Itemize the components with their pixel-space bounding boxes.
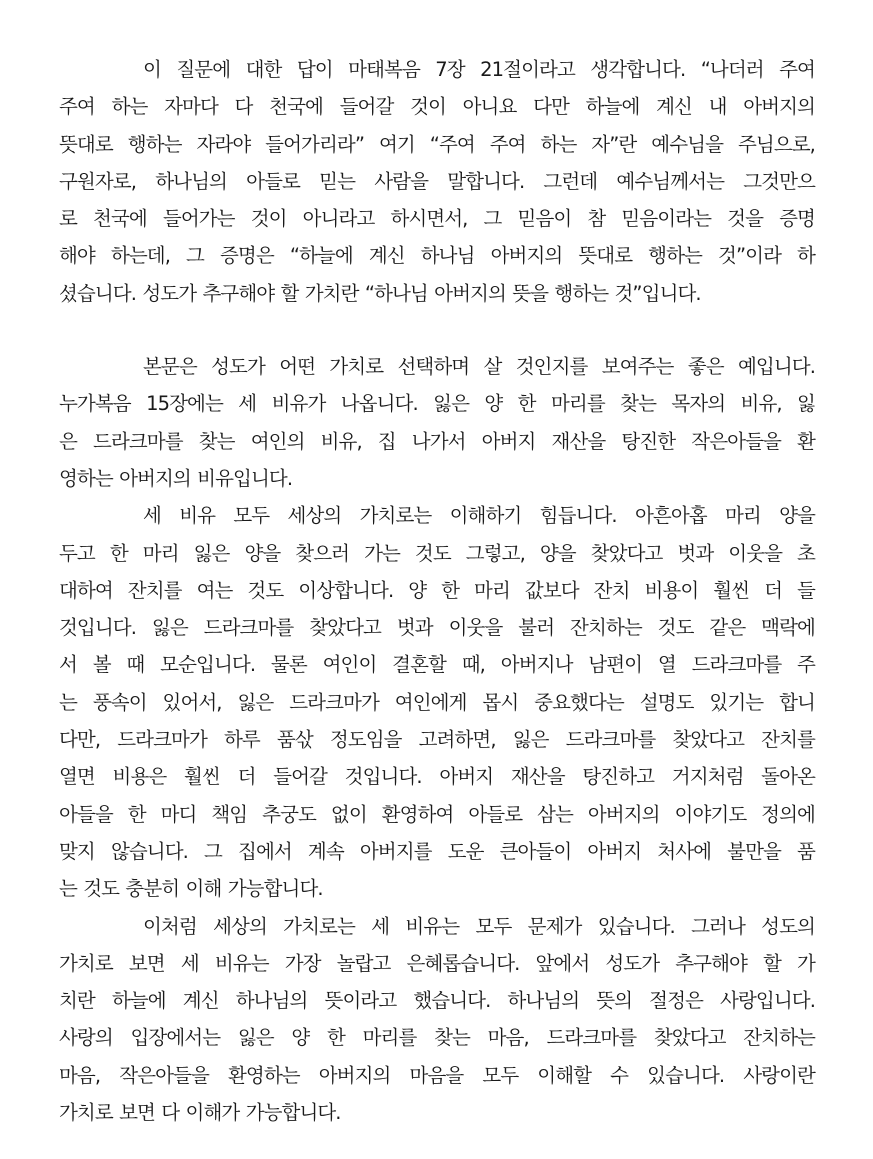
text-line: 가치로 보면 다 이해가 가능합니다. — [59, 1101, 341, 1125]
text-line: 열면 비용은 훨씬 더 들어갈 것입니다. 아버지 재산을 탕진하고 거지처럼 돌아온 — [59, 765, 815, 789]
text-line: 대하여 잔치를 여는 것도 이상합니다. 양 한 마리 값보다 잔치 비용이 훨씬 더 들 — [59, 578, 815, 602]
text-line: 가치로 보면 세 비유는 가장 놀랍고 은혜롭습니다. 앞에서 성도가 추구해야 할 가 — [59, 951, 815, 975]
text-line: 주여 하는 자마다 다 천국에 들어갈 것이 아니요 다만 하늘에 계신 내 아버지의 — [59, 95, 815, 119]
text-line: 이 질문에 대한 답이 마태복음 7장 21절이라고 생각합니다. “나더러 주여 — [143, 58, 815, 81]
paragraph-spacer — [59, 312, 815, 348]
paragraph-3 — [59, 497, 815, 907]
text-line: 두고 한 마리 잃은 양을 찾으러 가는 것도 그렇고, 양을 찾았다고 벗과 이웃을 초 — [59, 541, 815, 565]
text-line: 누가복음 15장에는 세 비유가 나옵니다. 잃은 양 한 마리를 찾는 목자의 비유, 잃 — [59, 392, 815, 416]
paragraph-4 — [59, 908, 815, 1132]
text-line: 아들을 한 마디 책임 추궁도 없이 환영하여 아들로 삼는 아버지의 이야기도 정의에 — [59, 802, 815, 826]
text-line: 해야 하는데, 그 증명은 “하늘에 계신 하나님 아버지의 뜻대로 행하는 것”이라 하 — [59, 244, 815, 268]
document-page — [59, 51, 815, 1131]
paragraph-2 — [59, 348, 815, 497]
text-line: 사랑의 입장에서는 잃은 양 한 마리를 찾는 마음, 드라크마를 찾았다고 잔치하는 — [59, 1026, 815, 1050]
text-line: 뜻대로 행하는 자라야 들어가리라” 여기 “주여 주여 하는 자”란 예수님을 주님으로, — [59, 132, 815, 156]
text-line: 셨습니다. 성도가 추구해야 할 가치란 “하나님 아버지의 뜻을 행하는 것”입니다. — [59, 281, 701, 305]
text-line: 맞지 않습니다. 그 집에서 계속 아버지를 도운 큰아들이 아버지 처사에 불만을 품 — [59, 839, 815, 863]
text-line: 는 풍속이 있어서, 잃은 드라크마가 여인에게 몹시 중요했다는 설명도 있기는 합니 — [59, 690, 815, 714]
text-line: 는 것도 충분히 이해 가능합니다. — [59, 877, 323, 901]
text-line: 세 비유 모두 세상의 가치로는 이해하기 힘듭니다. 아흔아홉 마리 양을 — [143, 504, 815, 528]
text-line: 다만, 드라크마가 하루 품삯 정도임을 고려하면, 잃은 드라크마를 찾았다고 잔치를 — [59, 728, 815, 752]
text-line: 영하는 아버지의 비유입니다. — [59, 466, 293, 490]
text-line: 본문은 성도가 어떤 가치로 선택하며 살 것인지를 보여주는 좋은 예입니다. — [143, 355, 815, 379]
text-line: 이처럼 세상의 가치로는 세 비유는 모두 문제가 있습니다. 그러나 성도의 — [143, 914, 815, 938]
text-line: 것입니다. 잃은 드라크마를 찾았다고 벗과 이웃을 불러 잔치하는 것도 같은 맥락에 — [59, 616, 815, 640]
text-line: 서 볼 때 모순입니다. 물론 여인이 결혼할 때, 아버지나 남편이 열 드라크마를 주 — [59, 653, 815, 677]
text-line: 로 천국에 들어가는 것이 아니라고 하시면서, 그 믿음이 참 믿음이라는 것을 증명 — [59, 207, 815, 231]
paragraph-1 — [59, 51, 815, 312]
text-line: 마음, 작은아들을 환영하는 아버지의 마음을 모두 이해할 수 있습니다. 사랑이란 — [59, 1063, 815, 1087]
text-line: 은 드라크마를 찾는 여인의 비유, 집 나가서 아버지 재산을 탕진한 작은아들을 환 — [59, 429, 815, 453]
text-line: 치란 하늘에 계신 하나님의 뜻이라고 했습니다. 하나님의 뜻의 절정은 사랑입니다. — [59, 989, 815, 1013]
text-line: 구원자로, 하나님의 아들로 믿는 사람을 말합니다. 그런데 예수님께서는 그것만으 — [59, 169, 815, 193]
